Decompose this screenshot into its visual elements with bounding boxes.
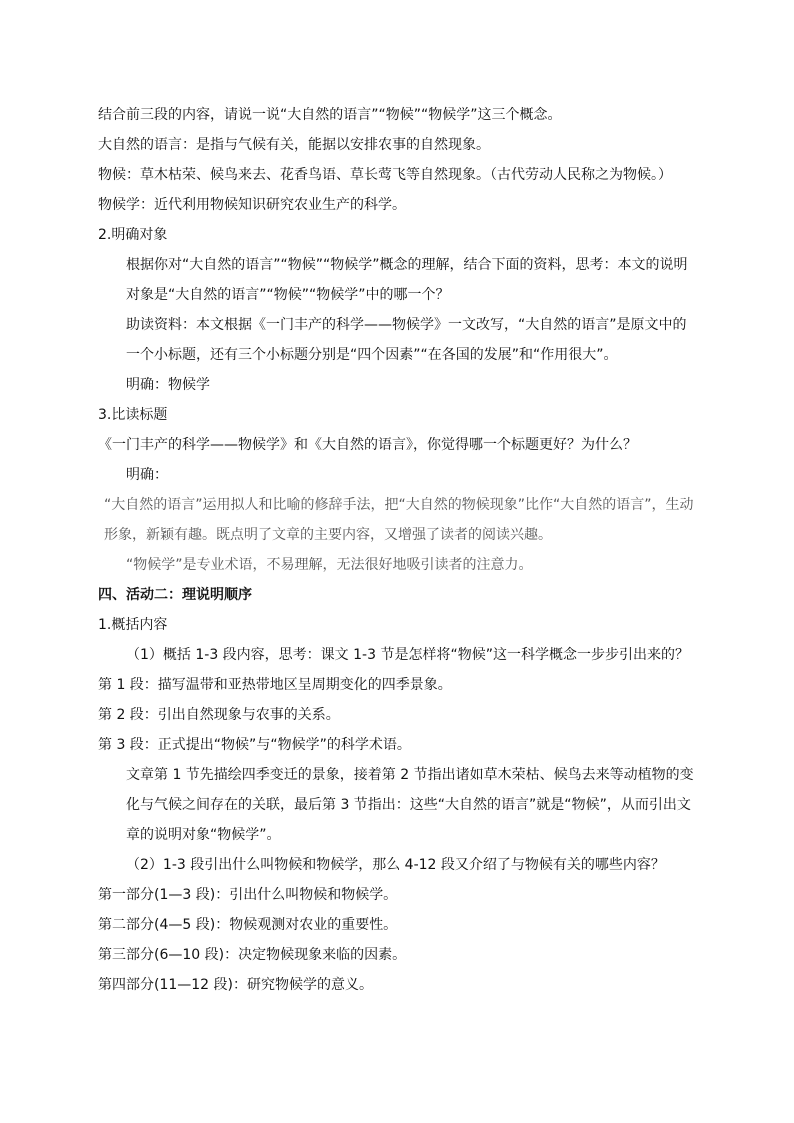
answer-title-analysis: “大自然的语言”运用拟人和比喻的修辞手法，把“大自然的物候现象”比作“大自然的语言”，生动形象，新颖有趣。既点明了文章的主要内容，又增强了读者的阅读兴趣。 (104, 497, 694, 543)
answer-term-analysis: “物候学”是专业术语，不易理解，无法很好地吸引读者的注意力。 (126, 557, 533, 573)
heading-clarify-object: 2.明确对象 (98, 227, 168, 243)
question-explanation-object: 根据你对“大自然的语言”“物候”“物候学”概念的理解，结合下面的资料，思考：本文的说明对象是“大自然的语言”“物候”“物候学”中的哪一个？ (126, 257, 688, 303)
paragraph-1-summary: 第 1 段：描写温带和亚热带地区呈周期变化的四季景象。 (98, 677, 452, 693)
reading-material: 助读资料：本文根据《一门丰产的科学——物候学》一文改写，“大自然的语言”是原文中的一个小标题，还有三个小标题分别是“四个因素”“在各国的发展”和“作用很大”。 (126, 317, 687, 363)
part-three: 第三部分(6—10 段)：决定物候现象来临的因素。 (98, 947, 407, 963)
answer-object: 明确：物候学 (126, 377, 210, 393)
definition-nature-language: 大自然的语言：是指与气候有关，能据以安排农事的自然现象。 (98, 137, 490, 153)
definition-phenology: 物候：草木枯荣、候鸟来去、花香鸟语、草长莺飞等自然现象。（古代劳动人民称之为物候。） (98, 167, 672, 183)
part-two: 第二部分(4—5 段)：物候观测对农业的重要性。 (98, 917, 398, 933)
document-body (98, 100, 698, 1000)
answer-label: 明确： (126, 467, 168, 483)
question-concepts: 结合前三段的内容，请说一说“大自然的语言”“物候”“物候学”这三个概念。 (98, 107, 562, 123)
part-one: 第一部分(1—3 段)：引出什么叫物候和物候学。 (98, 887, 398, 903)
heading-compare-titles: 3.比读标题 (98, 407, 168, 423)
paragraph-2-summary: 第 2 段：引出自然现象与农事的关系。 (98, 707, 340, 723)
part-four: 第四部分(11—12 段)：研究物候学的意义。 (98, 977, 374, 993)
sections-1-3-analysis: 文章第 1 节先描绘四季变迁的景象，接着第 2 节指出诸如草木荣枯、候鸟去来等动植物的变化与气候之间存在的关联，最后第 3 节指出：这些“大自然的语言”就是“物候”，从而引出文章的说明对象“物候学”。 (126, 767, 694, 843)
section-heading-activity-two: 四、活动二：理说明顺序 (98, 587, 252, 603)
question-sections-1-3: （1）概括 1-3 段内容，思考：课文 1-3 节是怎样将“物候”这一科学概念一步步引出来的？ (126, 647, 689, 663)
definition-phenology-science: 物候学：近代利用物候知识研究农业生产的科学。 (98, 197, 406, 213)
question-sections-4-12: （2）1-3 段引出什么叫物候和物候学，那么 4-12 段又介绍了与物候有关的哪些内容？ (126, 857, 665, 873)
heading-summarize-content: 1.概括内容 (98, 617, 168, 633)
question-compare-titles: 《一门丰产的科学——物候学》和《大自然的语言》，你觉得哪一个标题更好？为什么？ (98, 437, 637, 453)
paragraph-3-summary: 第 3 段：正式提出“物候”与“物候学”的科学术语。 (98, 737, 411, 753)
